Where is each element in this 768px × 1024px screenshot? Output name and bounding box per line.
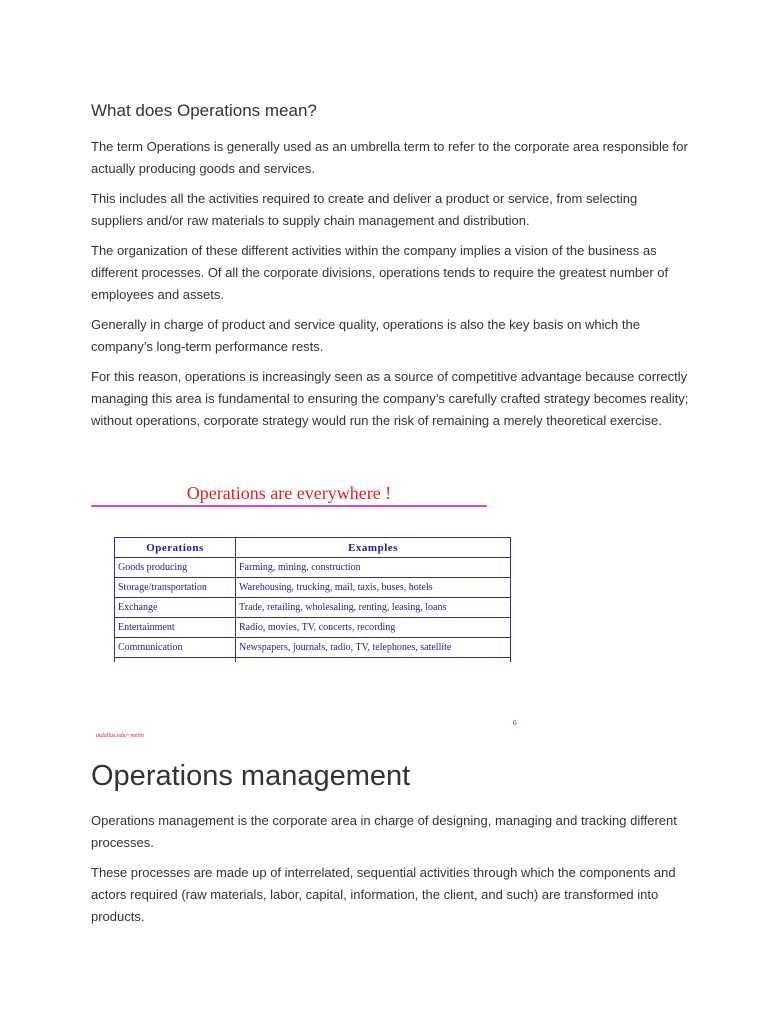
operations-examples-table	[114, 537, 511, 662]
table-cell: Entertainment	[115, 618, 236, 638]
slide-footer-url: utdallas.edu/~metin	[96, 733, 144, 739]
table-row-empty	[115, 658, 511, 663]
section-heading-operations-management: Operations management	[91, 760, 411, 792]
table-cell: Storage/transportation	[115, 578, 236, 598]
slide-title: Operations are everywhere !	[186, 483, 392, 503]
table-cell: Newspapers, journals, radio, TV, telephones, satellite	[236, 638, 511, 658]
table-row	[115, 618, 511, 638]
section-heading-operations-meaning: What does Operations mean?	[91, 101, 317, 120]
table-cell: Communication	[115, 638, 236, 658]
table-cell	[236, 658, 511, 663]
table-row	[115, 578, 511, 598]
table-row	[115, 598, 511, 618]
table-header-examples: Examples	[236, 538, 511, 558]
table-cell	[115, 658, 236, 663]
paragraph: Generally in charge of product and service quality, operations is also the key basis on which the company’s long-term performance rests.	[91, 317, 640, 354]
table-cell: Farming, mining, construction	[236, 558, 511, 578]
table-cell: Exchange	[115, 598, 236, 618]
table-row	[115, 558, 511, 578]
paragraph: This includes all the activities required to create and deliver a product or service, from selecting suppliers and/or raw materials to supply chain management and distribution.	[91, 191, 638, 228]
paragraph: For this reason, operations is increasingly seen as a source of competitive advantage because correctly managing this area is fundamental to ensuring the company’s carefully crafted strategy becomes reality; without operations, corporate strategy would run the risk of remaining a merely theoretical exercise.	[91, 369, 689, 428]
table-cell: Radio, movies, TV, concerts, recording	[236, 618, 511, 638]
paragraph: The organization of these different activities within the company implies a vision of the business as different processes. Of all the corporate divisions, operations tends to require the greatest number of employees and assets.	[91, 243, 669, 302]
slide-title-underline	[91, 505, 487, 507]
table-cell: Warehousing, trucking, mail, taxis, buses, hotels	[236, 578, 511, 598]
table-cell: Trade, retailing, wholesaling, renting, leasing, loans	[236, 598, 511, 618]
slide-number: 6	[513, 719, 517, 727]
paragraph: These processes are made up of interrelated, sequential activities through which the components and actors required (raw materials, labor, capital, information, the client, and such) are transformed into products.	[91, 865, 676, 924]
table-row	[115, 638, 511, 658]
paragraph: The term Operations is generally used as an umbrella term to refer to the corporate area responsible for actually producing goods and services.	[91, 139, 688, 176]
table-cell: Goods producing	[115, 558, 236, 578]
table-header-operations: Operations	[115, 538, 236, 558]
paragraph: Operations management is the corporate area in charge of designing, managing and tracking different processes.	[91, 813, 677, 850]
table-header-row	[115, 538, 511, 558]
